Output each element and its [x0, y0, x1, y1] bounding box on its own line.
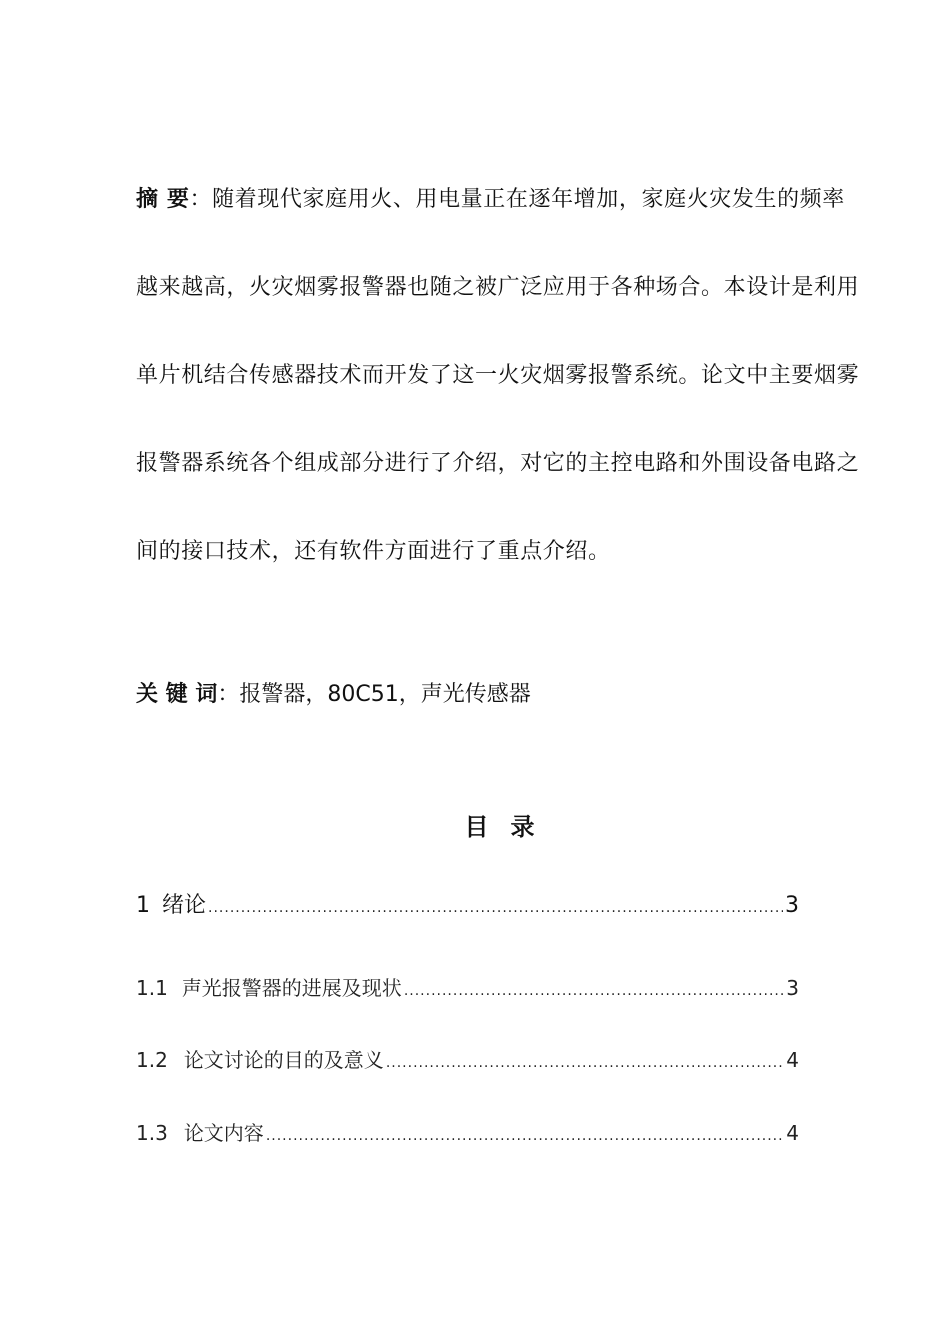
abstract-line-3 [136, 362, 884, 390]
toc-entry-text: 声光报警器的进展及现状 [181, 976, 402, 1000]
toc-entry-number: 1.1 [136, 976, 168, 1000]
toc-entry-number: 1.3 [136, 1121, 168, 1145]
abstract-line-2 [136, 274, 884, 302]
toc-entry-text: 绪论 [162, 893, 207, 918]
toc-entry-1-2[interactable] [136, 1047, 799, 1076]
abstract-colon: ： [189, 187, 213, 212]
abstract-line-1 [136, 186, 884, 214]
abstract-label: 摘 要 [136, 187, 190, 212]
abstract-text-2: 越来越高，火灾烟雾报警器也随之被广泛应用于各种场合。本设计是利用 [136, 275, 860, 300]
toc-dot-leader [404, 978, 784, 1004]
toc-entry-text: 论文内容 [183, 1121, 264, 1145]
abstract-line-5 [136, 538, 884, 566]
toc-dot-leader [208, 894, 783, 922]
toc-entry-1-3[interactable] [136, 1120, 799, 1149]
keywords-colon: ： [217, 682, 240, 707]
toc-entry-number: 1 [136, 893, 150, 918]
abstract-text-5: 间的接口技术，还有软件方面进行了重点介绍。 [136, 539, 611, 564]
keywords-text: 报警器，80C51，声光传感器 [239, 682, 531, 707]
toc-entry-page: 4 [786, 1048, 799, 1072]
toc-title: 目录 [464, 813, 557, 841]
toc-entry-text: 论文讨论的目的及意义 [183, 1048, 384, 1072]
keywords-label: 关 键 词 [136, 682, 218, 707]
abstract-text-3: 单片机结合传感器技术而开发了这一火灾烟雾报警系统。论文中主要烟雾 [136, 363, 860, 388]
toc-entry-page: 3 [785, 893, 799, 918]
toc-dot-leader [386, 1050, 784, 1076]
abstract-line-4 [136, 450, 884, 478]
toc-entry-1[interactable] [136, 892, 799, 922]
keywords-line [136, 681, 531, 709]
toc-entry-page: 4 [786, 1121, 799, 1145]
toc-dot-leader [266, 1123, 784, 1149]
toc-entry-1-1[interactable] [136, 975, 799, 1004]
toc-entry-number: 1.2 [136, 1048, 168, 1072]
abstract-text-1: 随着现代家庭用火、用电量正在逐年增加，家庭火灾发生的频率 [212, 187, 845, 212]
abstract-text-4: 报警器系统各个组成部分进行了介绍，对它的主控电路和外围设备电路之 [136, 451, 860, 476]
toc-entry-page: 3 [786, 976, 799, 1000]
